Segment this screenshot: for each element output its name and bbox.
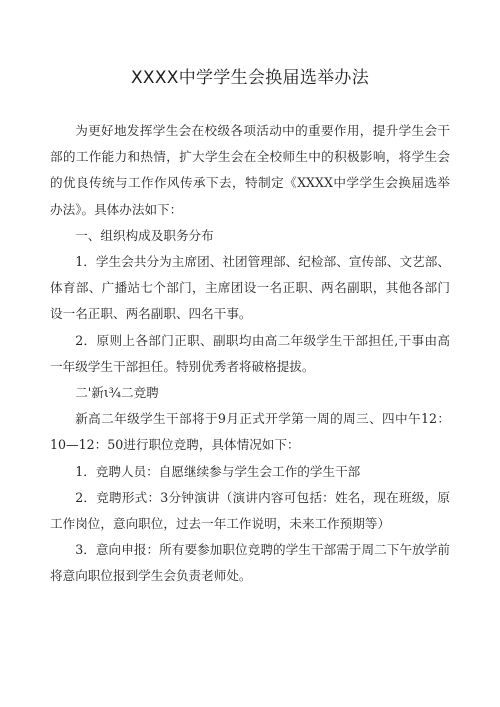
- section-heading-organization: 一、组织构成及职务分布: [75, 227, 214, 243]
- document-body: [50, 118, 450, 590]
- paragraph-departments: 1．学生会共分为主席团、社团管理部、纪检部、宣传部、文艺部、体育部、广播站七个部门，主席团设一名正职、两名副职，其他各部门设一名正职、两名副职、四名干事。: [50, 254, 450, 322]
- intro-paragraph: 为更好地发挥学生会在校级各项活动中的重要作用，提升学生会干部的工作能力和热情，扩大学生会在全校师生中的积极影响，将学生会的优良传统与工作作风传承下去，特制定《XXXX中学学生会换届选举办法》。具体办法如下：: [50, 123, 450, 217]
- paragraph-positions: 2．原则上各部门正职、副职均由高二年级学生干部担任,干事由高一年级学生干部担任。特别优秀者将破格提拔。: [50, 332, 450, 374]
- paragraph-candidates: 1．竞聘人员：自愿继续参与学生会工作的学生干部: [75, 463, 361, 479]
- paragraph-schedule: 新高二年级学生干部将于9月正式开学第一周的周三、四中午12：10—12：50进行职位竞聘，具体情况如下：: [50, 411, 450, 453]
- paragraph-format: 2．竞聘形式：3分钟演讲（演讲内容可包括：姓名，现在班级，原工作岗位，意向职位，过去一年工作说明，未来工作预期等）: [50, 489, 450, 532]
- paragraph-application: 3．意向申报：所有要参加职位竞聘的学生干部需于周二下午放学前将意向职位报到学生会负责老师处。: [50, 542, 450, 584]
- document-title: XXXX中学学生会换届选举办法: [130, 68, 370, 88]
- section-heading-competition: 二'新ι¾二竞聘: [75, 385, 159, 401]
